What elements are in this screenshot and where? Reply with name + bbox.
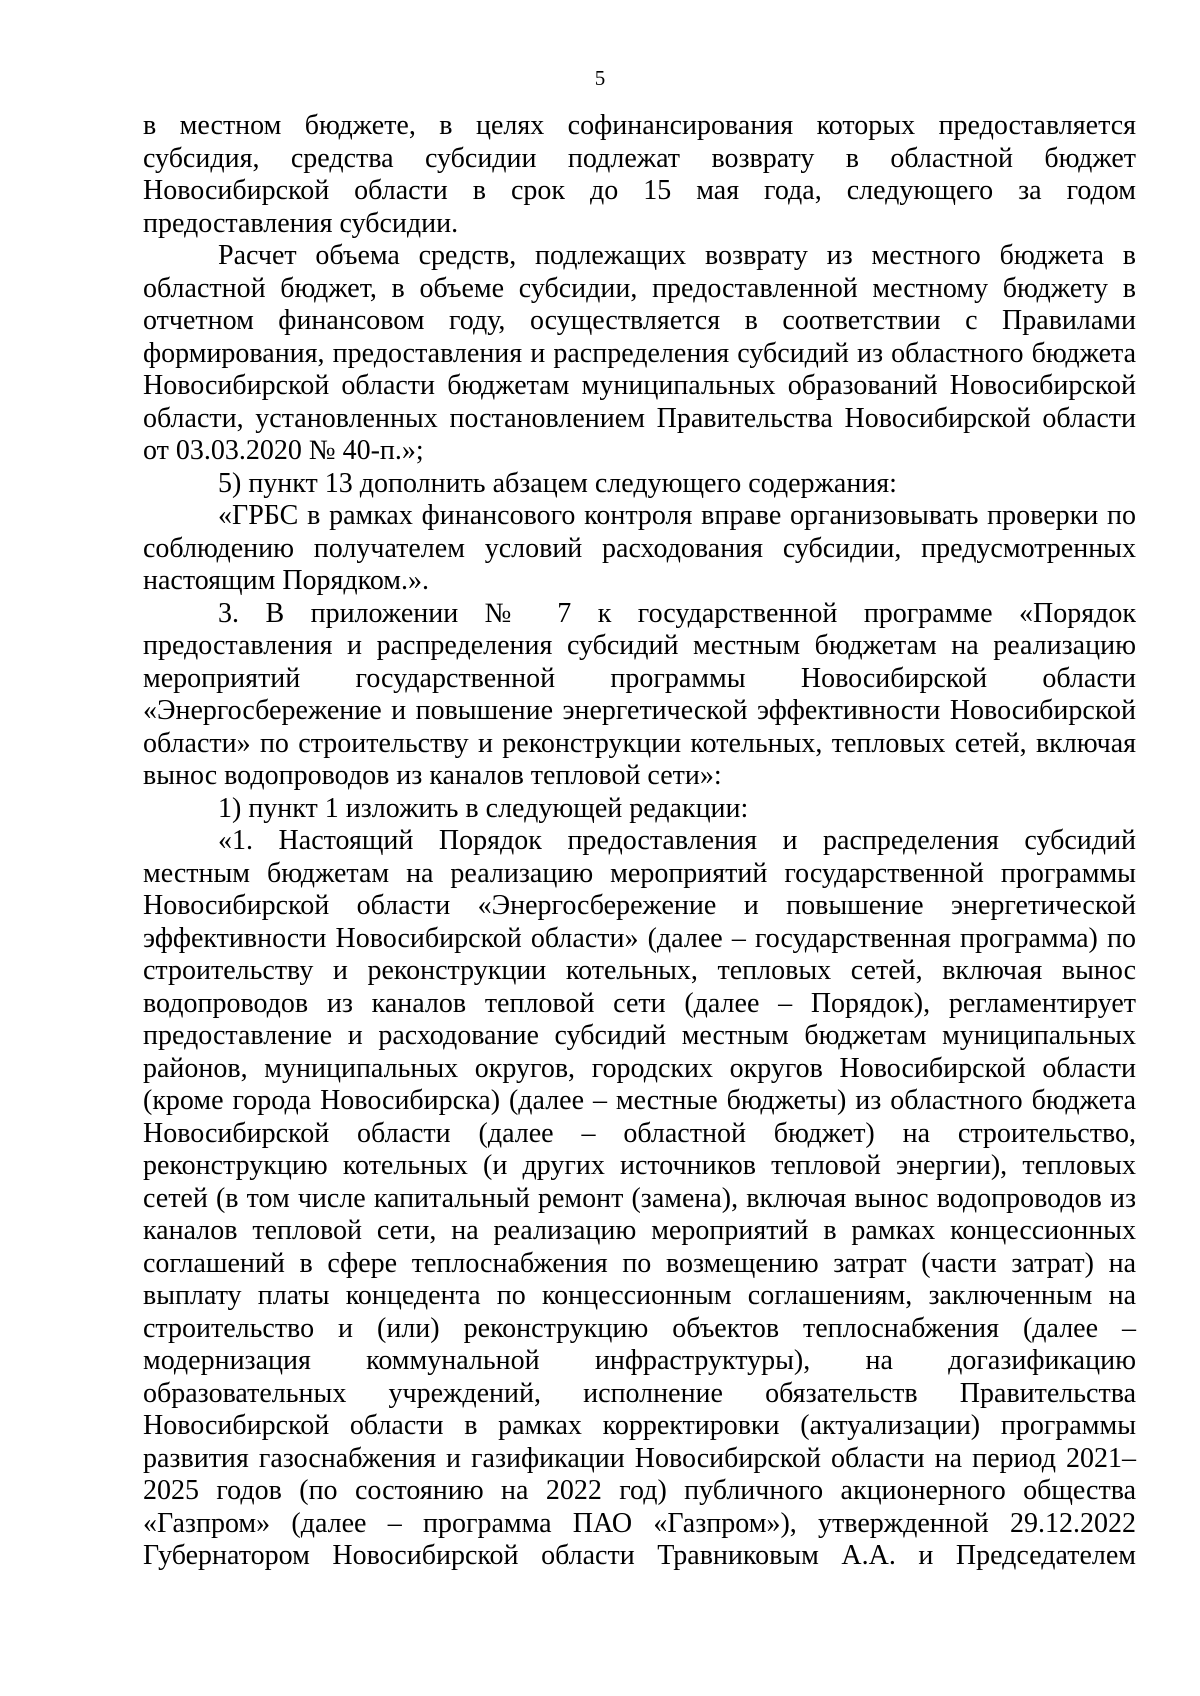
paragraph-refund-calculation: Расчет объема средств, подлежащих возврату из местного бюджета в областной бюджет, в объеме субсидии, предоставленной местному бюджету в отчетном финансовом году, осуществляется в соответствии с Правилами формирования, предоставления и распределения субсидий из областного бюджета Новосибирской области бюджетам муниципальных образований Новосибирской области, установленных постановлением Правительства Новосибирской области от 03.03.2020 № 40-п.»;	[143, 240, 1136, 466]
paragraph-item-1: 1) пункт 1 изложить в следующей редакции:	[218, 792, 749, 824]
paragraph-point-1-text: «1. Настоящий Порядок предоставления и распределения субсидий местным бюджетам на реализацию мероприятий государственной программы Новосибирской области «Энергосбережение и повышение энергетической эффективности Новосибирской области» (далее – государственная программа) по строительству и реконструкции котельных, тепловых сетей, включая вынос водопроводов из каналов тепловой сети (далее – Порядок), регламентирует предоставление и расходование субсидий местным бюджетам муниципальных районов, муниципальных округов, городских округов Новосибирской области (кроме города Новосибирска) (далее – местные бюджеты) из областного бюджета Новосибирской области (далее – областной бюджет) на строительство, реконструкцию котельных (и других источников тепловой энергии), тепловых сетей (в том числе капитальный ремонт (замена), включая вынос водопроводов из каналов тепловой сети, на реализацию мероприятий в рамках концессионных соглашений в сфере теплоснабжения по возмещению затрат (части затрат) на выплату платы концедента по концессионным соглашениям, заключенным на строительство и (или) реконструкцию объектов теплоснабжения (далее – модернизация коммунальной инфраструктуры), на догазификацию образовательных учреждений, исполнение обязательств Правительства Новосибирской области в рамках корректировки (актуализации) программы развития газоснабжения и газификации Новосибирской области на период 2021–2025 годов (по состоянию на 2022 год) публичного акционерного общества «Газпром» (далее – программа ПАО «Газпром»), утвержденной 29.12.2022 Губернатором Новосибирской области Травниковым А.А. и Председателем	[143, 825, 1136, 1571]
paragraph-section-3: 3. В приложении № 7 к государственной программе «Порядок предоставления и распределения субсидий местным бюджетам на реализацию мероприятий государственной программы Новосибирской области «Энергосбережение и повышение энергетической эффективности Новосибирской области» по строительству и реконструкции котельных, тепловых сетей, включая вынос водопроводов из каналов тепловой сети»:	[143, 597, 1136, 791]
document-body	[143, 110, 1136, 1573]
paragraph-refund-deadline: в местном бюджете, в целях софинансирования которых предоставляется субсидия, средства субсидии подлежат возврату в областной бюджет Новосибирской области в срок до 15 мая года, следующего за годом предоставления субсидии.	[143, 110, 1136, 239]
page-number: 5	[594, 66, 606, 90]
paragraph-grbs-control: «ГРБС в рамках финансового контроля вправе организовывать проверки по соблюдению получателем условий расходования субсидии, предусмотренных настоящим Порядком.».	[143, 500, 1136, 596]
paragraph-item-5: 5) пункт 13 дополнить абзацем следующего содержания:	[218, 467, 897, 499]
